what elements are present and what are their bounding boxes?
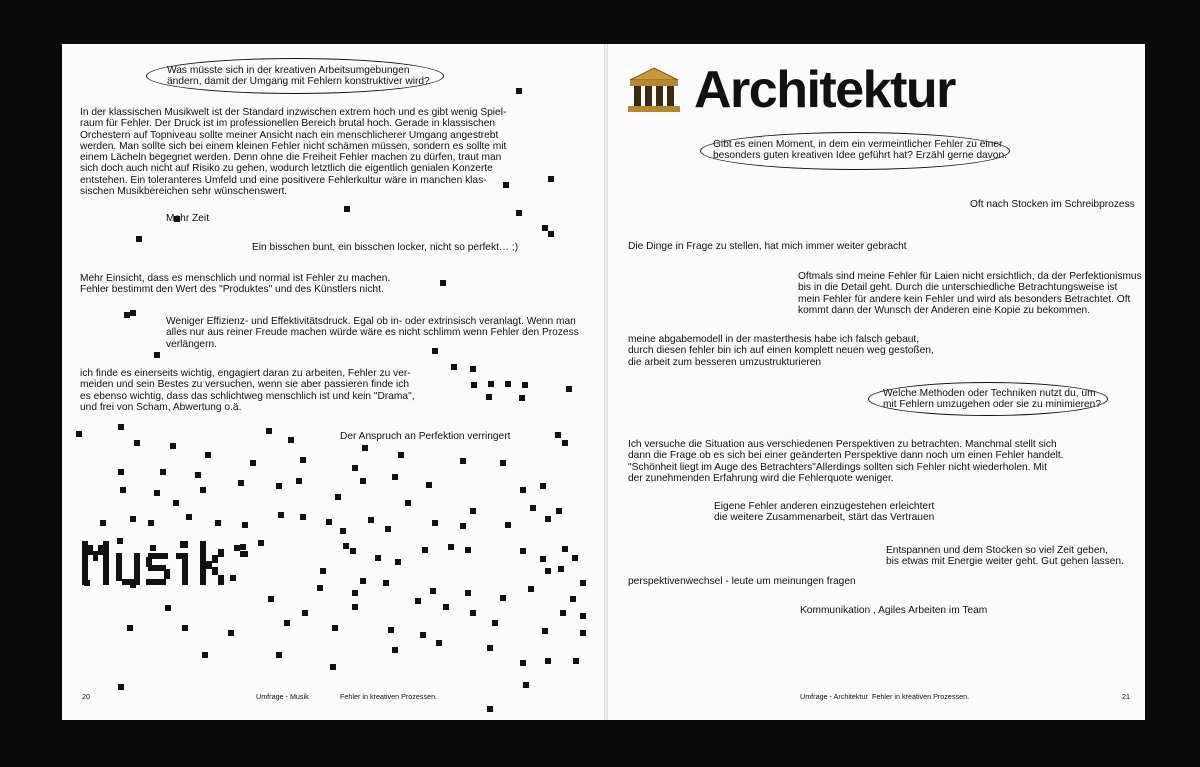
- pixel-square: [440, 280, 446, 286]
- spine: [604, 44, 608, 720]
- pixel-square: [148, 520, 154, 526]
- pixel-square: [335, 494, 341, 500]
- pixel-square: [165, 605, 171, 611]
- pixel-square: [500, 595, 506, 601]
- text-line: bis etwas mit Energie weiter geht. Gut gehen lassen.: [886, 556, 1124, 568]
- pixel-square: [500, 460, 506, 466]
- pixel-square: [443, 604, 449, 610]
- text-line: alles nur aus reiner Freude machen würde wäre es nicht schlimm wenn Fehler den Prozess: [166, 327, 579, 339]
- pixel-square: [170, 443, 176, 449]
- pixel-square: [352, 465, 358, 471]
- pixel-square: [530, 505, 536, 511]
- pixel-square: [488, 381, 494, 387]
- question-line: Gibt es einen Moment, in dem ein vermeintlicher Fehler zu einer: [713, 139, 1003, 150]
- pixel-square: [100, 520, 106, 526]
- pixel-square: [205, 452, 211, 458]
- text-line: "Schönheit liegt im Auge des Betrachters"Allerdings sollten sich Fehler nicht wiederholen. Mit: [628, 461, 1047, 473]
- page-title: Architektur: [694, 61, 955, 119]
- pixel-square: [520, 660, 526, 666]
- text-line: Eigene Fehler anderen einzugestehen erleichtert: [714, 501, 935, 512]
- text-line: die weitere Zusammenarbeit, stärt das Vertrauen: [714, 512, 935, 524]
- answer-text: perspektivenwechsel - leute um meinungen fragen: [628, 576, 856, 587]
- pixel-square: [542, 628, 548, 634]
- pixel-square: [520, 548, 526, 554]
- pixel-square: [426, 482, 432, 488]
- pixel-square: [528, 586, 534, 592]
- text-line: mein Fehler für andere kein Fehler und wird als besonders Betrachtet. Oft: [798, 293, 1131, 305]
- pixel-square: [523, 682, 529, 688]
- pixel-square: [173, 500, 179, 506]
- pixel-square: [492, 620, 498, 626]
- text-line: sich doch auch nicht auf Risiko zu gehen, wodurch letztlich die eigentlich genialen Konzerte: [80, 163, 493, 175]
- pixel-square: [352, 590, 358, 596]
- pixel-square: [572, 555, 578, 561]
- pixel-square: [317, 585, 323, 591]
- pixel-square: [344, 206, 350, 212]
- text-line: einem Lächeln begegnet werden. Denn ohne die Freiheit Fehler machen zu dürfen, traut man: [80, 152, 502, 164]
- pixel-square: [545, 516, 551, 522]
- pixel-square: [202, 652, 208, 658]
- pixel-square: [228, 630, 234, 636]
- pixel-square: [76, 431, 82, 437]
- pixel-square: [160, 469, 166, 475]
- answer-text: Kommunikation , Agiles Arbeiten im Team: [800, 605, 988, 616]
- pixel-square: [392, 474, 398, 480]
- pixel-square: [288, 437, 294, 443]
- pixel-square: [451, 364, 457, 370]
- text-line: Weniger Effizienz- und Effektivitätsdruck. Egal ob in- oder extrinsisch veranlagt. Wenn man: [166, 316, 576, 327]
- text-line: raum für Fehler. Der Druck ist im professionellen Bereich brutal hoch. Gerade in klassischen: [80, 118, 496, 130]
- pixel-square: [448, 544, 454, 550]
- text-line: bis in die Detail geht. Durch die unterschiedliche Betrachtungsweise ist: [798, 282, 1118, 294]
- answer-text: Mehr Zeit: [166, 213, 210, 224]
- footer-publication-right: Fehler in kreativen Prozessen.: [872, 692, 970, 701]
- answer-block: [798, 271, 1142, 316]
- text-line: und frei von Scham, Abwertung o.ä.: [80, 401, 242, 413]
- question-line: ändern, damit der Umgang mit Fehlern konstruktiver wird?: [167, 76, 430, 88]
- answer-text: Der Anspruch an Perfektion verringert: [340, 431, 511, 442]
- answer-block: [628, 334, 934, 368]
- question-line: besonders guten kreativen Idee geführt hat? Erzähl gerne davon.: [713, 150, 1007, 162]
- pixel-square: [471, 382, 477, 388]
- pixel-square: [360, 478, 366, 484]
- text-line: der zunehmenden Erfahrung wird die Fehlerquote weniger.: [628, 472, 894, 484]
- pixel-square: [415, 598, 421, 604]
- pixel-square: [580, 630, 586, 636]
- classical-building-icon: [626, 66, 682, 114]
- pixel-square: [130, 310, 136, 316]
- pixel-square: [580, 580, 586, 586]
- text-line: Entspannen und dem Stocken so viel Zeit geben,: [886, 545, 1109, 556]
- pixel-square: [470, 508, 476, 514]
- pixel-square: [392, 647, 398, 653]
- pixel-square: [470, 610, 476, 616]
- pixel-square: [296, 478, 302, 484]
- pixel-square: [276, 483, 282, 489]
- pixel-square: [556, 508, 562, 514]
- question-bubble-right-2: [868, 382, 1108, 416]
- pixel-square: [278, 512, 284, 518]
- pixel-square: [540, 483, 546, 489]
- text-line: ich finde es einerseits wichtig, engagiert daran zu arbeiten, Fehler zu ver-: [80, 368, 411, 379]
- pixel-square: [154, 490, 160, 496]
- pixel-square: [350, 548, 356, 554]
- pixel-square: [302, 610, 308, 616]
- text-line: dann die Frage ob es sich bei einer geänderten Perspektive dann noch um einen Fehler handelt.: [628, 450, 1064, 462]
- pixel-square: [398, 452, 404, 458]
- pixel-square: [182, 625, 188, 631]
- pixel-square: [422, 547, 428, 553]
- pixel-square: [465, 547, 471, 553]
- page-number-right: 21: [1122, 692, 1130, 701]
- pixel-square: [487, 645, 493, 651]
- text-line: die arbeit zum besseren umzustrukturieren: [628, 356, 822, 368]
- pixel-square: [215, 520, 221, 526]
- footer-section-left: Umfrage - Musik: [256, 692, 309, 701]
- pixel-square: [460, 458, 466, 464]
- pixel-square: [487, 706, 493, 712]
- text-line: entstehen. Ein toleranteres Umfeld und eine positivere Fehlerkultur wäre in manchen klas-: [80, 174, 487, 186]
- pixel-square: [516, 88, 522, 94]
- pixel-square: [300, 514, 306, 520]
- text-line: meiden und sein Bestes zu versuchen, wenn sie aber passieren finde ich: [80, 379, 410, 391]
- pixel-square: [352, 604, 358, 610]
- pixel-square: [360, 578, 366, 584]
- pixel-square: [330, 664, 336, 670]
- pixel-square: [375, 555, 381, 561]
- pixel-square: [320, 568, 326, 574]
- pixel-square: [130, 516, 136, 522]
- pixel-square: [388, 627, 394, 633]
- pixel-square: [238, 480, 244, 486]
- pixel-square: [385, 526, 391, 532]
- pixel-square: [340, 528, 346, 534]
- pixel-square: [250, 460, 256, 466]
- text-line: verlängern.: [166, 338, 217, 350]
- question-line: mit Fehlern umzugehen oder sie zu minimieren?: [883, 399, 1102, 411]
- answer-block: [80, 273, 390, 296]
- pixel-square: [127, 625, 133, 631]
- text-line: werden. Man sollte sich bei einem kleinen Fehler nicht schämen müssen, sondern es sollte mit: [80, 140, 507, 152]
- answer-block: [166, 316, 579, 350]
- pixel-square: [383, 580, 389, 586]
- pixel-square: [343, 543, 349, 549]
- text-line: meine abgabemodell in der masterthesis habe ich falsch gebaut,: [628, 334, 920, 345]
- pixel-square: [362, 445, 368, 451]
- pixel-square: [486, 394, 492, 400]
- pixel-square: [405, 500, 411, 506]
- pixel-square: [120, 487, 126, 493]
- footer-section-right: Umfrage - Architektur: [800, 692, 868, 701]
- text-line: Orchestern auf Topniveau sollte meiner Ansicht nach ein menschlicherer Umgang angestrebt: [80, 129, 499, 141]
- text-line: In der klassischen Musikwelt ist der Standard inzwischen extrem hoch und es gibt wenig Spiel-: [80, 107, 507, 118]
- pixel-square: [540, 556, 546, 562]
- pixel-square: [432, 520, 438, 526]
- text-line: Oftmals sind meine Fehler für Laien nicht ersichtlich, da der Perfektionismus: [798, 271, 1142, 282]
- pixel-square: [562, 546, 568, 552]
- pixel-square: [134, 440, 140, 446]
- answer-text: Oft nach Stocken im Schreibprozess: [970, 199, 1135, 210]
- pixel-square: [465, 590, 471, 596]
- pixel-square: [566, 386, 572, 392]
- pixel-square: [519, 395, 525, 401]
- pixel-square: [505, 381, 511, 387]
- pixel-square: [436, 640, 442, 646]
- pixel-square: [266, 428, 272, 434]
- pixel-square: [118, 424, 124, 430]
- pixel-square: [505, 522, 511, 528]
- pixel-square: [136, 236, 142, 242]
- answer-block: [80, 107, 506, 197]
- pixel-square: [573, 658, 579, 664]
- text-line: Fehler bestimmt den Wert des "Produktes" und des Künstlers nicht.: [80, 284, 384, 296]
- text-line: Mehr Einsicht, dass es menschlich und normal ist Fehler zu machen.: [80, 273, 391, 284]
- page-number-left: 20: [82, 692, 90, 701]
- pixel-square: [326, 519, 332, 525]
- pixel-square: [548, 176, 554, 182]
- pixel-square: [300, 457, 306, 463]
- answer-block: [80, 368, 415, 413]
- pixel-square: [570, 596, 576, 602]
- question-line: Welche Methoden oder Techniken nutzt du, um: [883, 388, 1096, 399]
- pixel-square: [395, 559, 401, 565]
- text-line: es ebenso wichtig, dass das schlichtweg menschlich ist und kein "Drama",: [80, 390, 415, 402]
- pixel-square: [154, 352, 160, 358]
- pixel-square: [558, 566, 564, 572]
- pixel-square: [200, 487, 206, 493]
- pixel-square: [284, 620, 290, 626]
- pixel-square: [186, 514, 192, 520]
- pixel-square: [555, 432, 561, 438]
- pixel-square: [242, 522, 248, 528]
- footer-publication-left: Fehler in kreativen Prozessen.: [340, 692, 438, 701]
- pixel-square: [276, 652, 282, 658]
- pixel-square: [562, 440, 568, 446]
- musik-pixel-title: [82, 537, 252, 589]
- pixel-square: [368, 517, 374, 523]
- pixel-square: [545, 658, 551, 664]
- pixel-square: [118, 469, 124, 475]
- text-line: Ich versuche die Situation aus verschiedenen Perspektiven zu betrachten. Manchmal stellt sich: [628, 439, 1057, 450]
- pixel-square: [420, 632, 426, 638]
- pixel-square: [258, 540, 264, 546]
- text-line: sischen Musikbereichen sehr wünschenswert.: [80, 186, 288, 198]
- pixel-square: [268, 596, 274, 602]
- pixel-square: [520, 487, 526, 493]
- answer-block: [714, 501, 934, 524]
- pixel-square: [460, 523, 466, 529]
- answer-text: Die Dinge in Frage zu stellen, hat mich immer weiter gebracht: [628, 241, 907, 252]
- pixel-square: [560, 610, 566, 616]
- pixel-square: [522, 382, 528, 388]
- answer-text: Ein bisschen bunt, ein bisschen locker, nicht so perfekt… ;): [252, 242, 519, 253]
- pixel-square: [332, 625, 338, 631]
- text-line: durch diesen fehler bin ich auf einen komplett neuen weg gestoßen,: [628, 345, 934, 357]
- pixel-square: [118, 684, 124, 690]
- pixel-square: [195, 472, 201, 478]
- answer-block: [886, 545, 1124, 568]
- answer-block: [628, 439, 1064, 484]
- pixel-square: [470, 366, 476, 372]
- text-line: kommt dann der Wunsch der Anderen eine Kopie zu bekommen.: [798, 304, 1091, 316]
- pixel-square: [430, 588, 436, 594]
- pixel-square: [580, 613, 586, 619]
- pixel-square: [548, 231, 554, 237]
- question-line: Was müsste sich in der kreativen Arbeitsumgebungen: [167, 65, 410, 76]
- question-bubble-right-1: [700, 132, 1010, 170]
- pixel-square: [516, 210, 522, 216]
- pixel-square: [545, 568, 551, 574]
- question-bubble-left: [146, 58, 444, 94]
